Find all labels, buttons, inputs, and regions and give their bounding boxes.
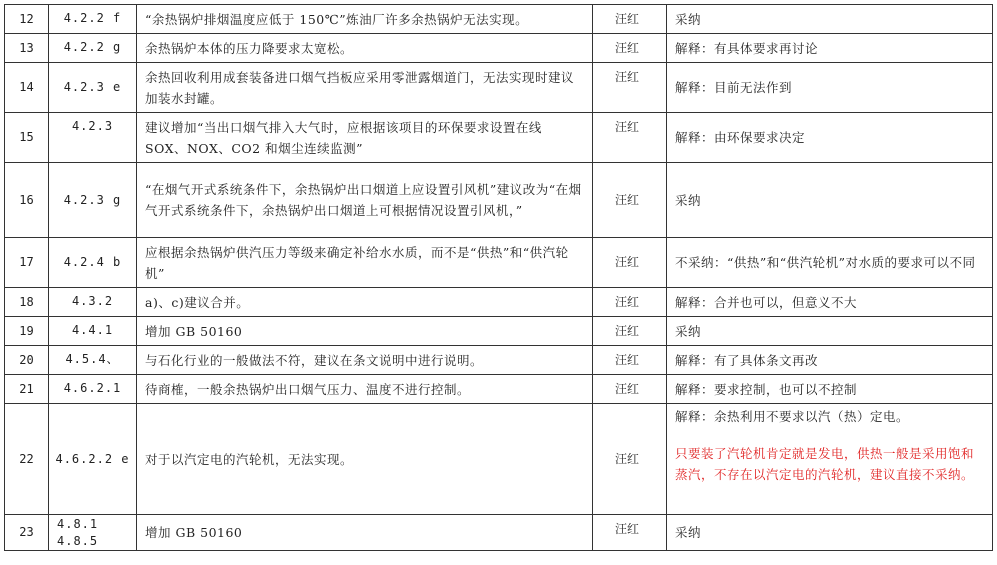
reply: 采纳	[667, 515, 993, 551]
row-number: 18	[5, 288, 49, 317]
comment-content: 余热回收利用成套装备进口烟气挡板应采用零泄露烟道门，无法实现时建议加装水封罐。	[137, 63, 593, 113]
commenter: 汪红	[593, 63, 667, 113]
row-number: 23	[5, 515, 49, 551]
table-row	[5, 63, 993, 113]
clause-number: 4.2.3	[49, 113, 137, 163]
clause-number: 4.3.2	[49, 288, 137, 317]
clause-number: 4.2.3 e	[49, 63, 137, 113]
reply: 采纳	[667, 163, 993, 238]
clause-line-2: 4.8.5	[57, 533, 99, 548]
reply: 解释：由环保要求决定	[667, 113, 993, 163]
reply: 采纳	[667, 5, 993, 34]
clause-number: 4.2.2 f	[49, 5, 137, 34]
comment-content: 应根据余热锅炉供汽压力等级来确定补给水水质，而不是“供热”和“供汽轮机”	[137, 238, 593, 288]
clause-line-1: 4.8.1	[57, 516, 99, 531]
reply: 采纳	[667, 317, 993, 346]
commenter: 汪红	[593, 288, 667, 317]
commenter: 汪红	[593, 34, 667, 63]
table-row	[5, 317, 993, 346]
row-number: 16	[5, 163, 49, 238]
reply: 解释：有具体要求再讨论	[667, 34, 993, 63]
comment-table	[4, 4, 993, 551]
comment-content: 余热锅炉本体的压力降要求太宽松。	[137, 34, 593, 63]
table-row	[5, 113, 993, 163]
row-number: 20	[5, 346, 49, 375]
commenter: 汪红	[593, 317, 667, 346]
table-row	[5, 5, 993, 34]
commenter: 汪红	[593, 238, 667, 288]
table-row	[5, 346, 993, 375]
reply-note-red: 只要装了汽轮机肯定就是发电，供热一般是采用饱和蒸汽，不存在以汽定电的汽轮机，建议直接不采纳。	[675, 446, 975, 482]
comment-content: a)、c)建议合并。	[137, 288, 593, 317]
table-row	[5, 34, 993, 63]
table-row	[5, 288, 993, 317]
table-row	[5, 515, 993, 551]
comment-content: “余热锅炉排烟温度应低于 150℃”炼油厂许多余热锅炉无法实现。	[137, 5, 593, 34]
table-row	[5, 375, 993, 404]
reply	[667, 404, 993, 515]
comment-content: 增加 GB 50160	[137, 317, 593, 346]
comment-content: 增加 GB 50160	[137, 515, 593, 551]
clause-number: 4.2.2 g	[49, 34, 137, 63]
commenter: 汪红	[593, 346, 667, 375]
clause-number: 4.5.4、	[49, 346, 137, 375]
row-number: 19	[5, 317, 49, 346]
reply: 解释：有了具体条文再改	[667, 346, 993, 375]
clause-number: 4.2.4 b	[49, 238, 137, 288]
reply-text: 解释：余热利用不要求以汽（热）定电。	[675, 409, 910, 424]
table-row	[5, 238, 993, 288]
comment-content: 与石化行业的一般做法不符，建议在条文说明中进行说明。	[137, 346, 593, 375]
row-number: 15	[5, 113, 49, 163]
clause-number	[49, 515, 137, 551]
table-row	[5, 163, 993, 238]
reply: 解释：要求控制，也可以不控制	[667, 375, 993, 404]
comment-content: “在烟气开式系统条件下，余热锅炉出口烟道上应设置引风机”建议改为“在烟气开式系统条件下，余热锅炉出口烟道上可根据情况设置引风机，”	[137, 163, 593, 238]
clause-number: 4.4.1	[49, 317, 137, 346]
row-number: 14	[5, 63, 49, 113]
commenter: 汪红	[593, 113, 667, 163]
clause-number: 4.6.2.2 e	[49, 404, 137, 515]
clause-number: 4.2.3 g	[49, 163, 137, 238]
commenter: 汪红	[593, 5, 667, 34]
row-number: 12	[5, 5, 49, 34]
row-number: 22	[5, 404, 49, 515]
reply: 不采纳：“供热”和“供汽轮机”对水质的要求可以不同	[667, 238, 993, 288]
row-number: 17	[5, 238, 49, 288]
row-number: 21	[5, 375, 49, 404]
reply: 解释：目前无法作到	[667, 63, 993, 113]
comment-content: 建议增加“当出口烟气排入大气时，应根据该项目的环保要求设置在线 SOX、NOX、CO2 和烟尘连续监测”	[137, 113, 593, 163]
commenter: 汪红	[593, 404, 667, 515]
commenter: 汪红	[593, 375, 667, 404]
comment-content: 待商榷，一般余热锅炉出口烟气压力、温度不进行控制。	[137, 375, 593, 404]
commenter: 汪红	[593, 163, 667, 238]
comment-content: 对于以汽定电的汽轮机，无法实现。	[137, 404, 593, 515]
clause-number: 4.6.2.1	[49, 375, 137, 404]
reply: 解释：合并也可以，但意义不大	[667, 288, 993, 317]
commenter: 汪红	[593, 515, 667, 551]
row-number: 13	[5, 34, 49, 63]
table-row	[5, 404, 993, 515]
